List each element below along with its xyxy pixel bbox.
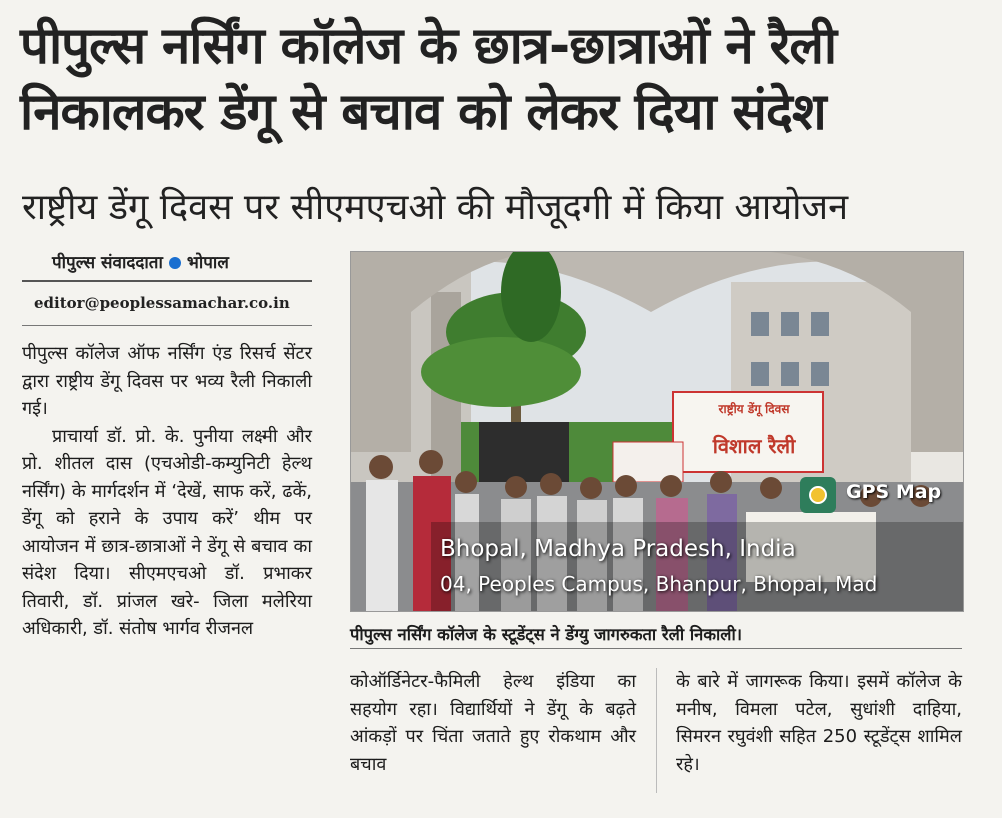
headline-line-2: निकालकर डेंगू से बचाव को लेकर दिया संदेश xyxy=(20,83,826,142)
article-column-1 xyxy=(22,340,312,643)
headline-line-1: पीपुल्स नर्सिंग कॉलेज के छात्र-छात्राओं ने रैली xyxy=(20,17,837,76)
subheadline: राष्ट्रीय डेंगू दिवस पर सीएमएचओ की मौजूदगी में किया आयोजन xyxy=(22,187,849,228)
article-column-3 xyxy=(676,668,962,778)
article-column-2 xyxy=(350,668,636,778)
byline xyxy=(52,250,312,273)
byline-reporter: पीपुल्स संवाददाता xyxy=(52,253,163,273)
byline-location: भोपाल xyxy=(186,253,229,273)
caption-rule xyxy=(350,648,962,649)
article-paragraph-2: प्राचार्या डॉ. प्रो. के. पुनीया लक्ष्मी और प्रो. शीतल दास (एचओडी-कम्युनिटी हेल्थ नर्सिंग) के मार्गदर्शन में ‘देखें, साफ करें, ढकें, डेंगू को हराने के उपाय करें’ थीम पर आयोजन में छात्र-छात्राओं ने डेंगू से बचाव का संदेश दिया। सीएमएचओ डॉ. प्रभाकर तिवारी, डॉ. प्रांजल खरे- जिला मलेरिया अधिकारी, डॉ. संतोष भार्गव रीजनल xyxy=(22,425,312,639)
headline xyxy=(20,14,980,146)
article-column-2-text: कोऑर्डिनेटर-फैमिली हेल्थ इंडिया का सहयोग रहा। विद्यार्थियों ने डेंगू के बढ़ते आंकड़ों पर चिंता जताते हुए रोकथाम और बचाव xyxy=(350,671,636,775)
photo-caption: पीपुल्स नर्सिंग कॉलेज के स्टूडेंट्स ने डेंग्यु जागरुकता रैली निकाली। xyxy=(350,625,742,644)
article-column-3-text: के बारे में जागरूक किया। इसमें कॉलेज के मनीष, विमला पटेल, सुधांशी दाहिया, सिमरन रघुवंशी सहित 250 स्टूडेंट्स शामिल रहे। xyxy=(676,671,962,775)
banner-top-text: राष्ट्रीय डेंगू दिवस xyxy=(718,402,790,416)
banner-title-text: विशाल रैली xyxy=(712,434,796,458)
editor-email[interactable]: editor@peoplessamachar.co.in xyxy=(34,294,290,312)
article-paragraph-1: पीपुल्स कॉलेज ऑफ नर्सिंग एंड रिसर्च सेंटर द्वारा राष्ट्रीय डेंगू दिवस पर भव्य रैली निकाली गई। xyxy=(22,343,312,419)
gps-app-name: GPS Map xyxy=(846,481,942,503)
gps-address: 04, Peoples Campus, Bhanpur, Bhopal, Mad xyxy=(440,572,878,596)
gps-map-logo-icon xyxy=(800,477,836,513)
column-divider xyxy=(656,668,657,793)
email-rule xyxy=(22,325,312,326)
byline-dot-icon xyxy=(169,257,181,269)
byline-rule xyxy=(22,280,312,282)
gps-location: Bhopal, Madhya Pradesh, India xyxy=(440,536,796,562)
